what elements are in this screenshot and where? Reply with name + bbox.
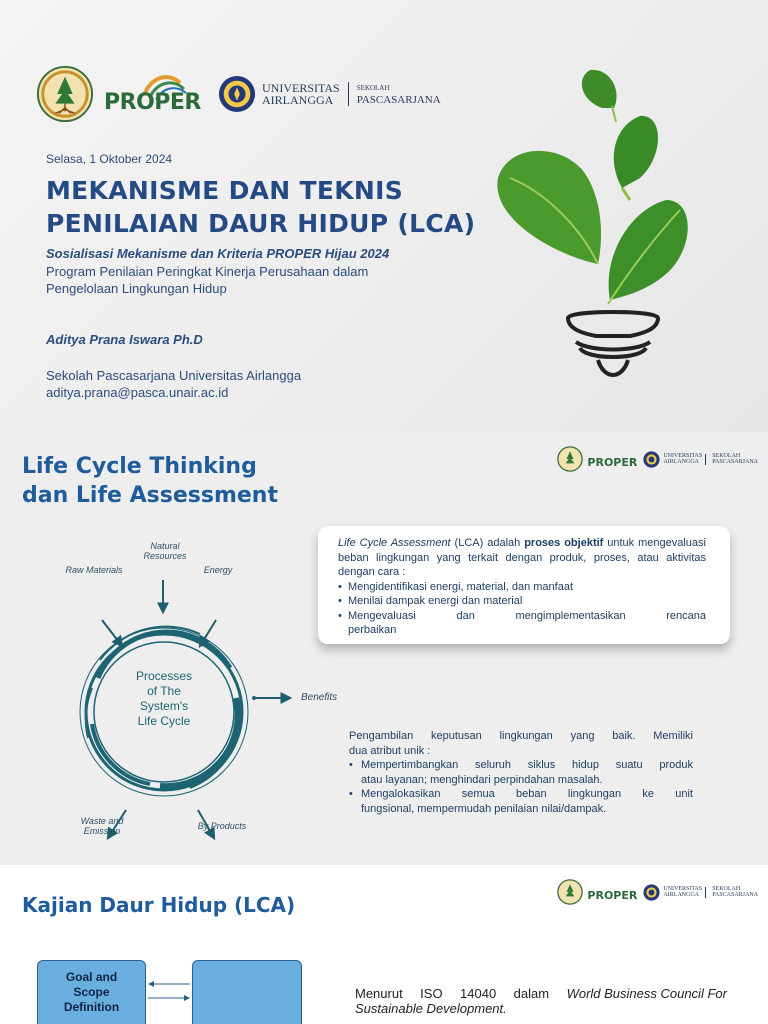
slide-subtitle: Sosialisasi Mekanisme dan Kriteria PROPER Hijau 2024 [46,246,390,261]
author-email: aditya.prana@pasca.unair.ac.id [46,385,229,400]
logo-divider [705,454,706,465]
arrow-right-icon [184,995,190,1001]
leaf-lightbulb-illustration [480,60,720,390]
unair-name [262,82,340,106]
bullet-word: • Mengevaluasi [348,609,416,622]
iso-word: Menurut [355,986,403,1001]
input-arrow [102,620,122,646]
unair-line2: AIRLANGGA [663,892,700,898]
title-slide [0,0,768,432]
heading-line-1: Life Cycle Thinking [22,454,257,479]
inventory-analysis-box [192,960,302,1024]
goal-line-3: Definition [63,1000,120,1014]
sps-line2: PASCASARJANA [712,892,758,898]
lca-term: Life Cycle Assessment [338,537,451,549]
unair-seal-icon [643,884,660,901]
proper-wordmark: PROPER [104,90,201,115]
slide-heading: Kajian Daur Hidup (LCA) [22,893,296,917]
bullet-word: rencana [666,609,706,622]
lca-study-slide [0,865,768,1024]
unair-seal-icon [643,451,660,468]
center-line-2: of The [147,684,181,698]
iso-line-1 [355,986,727,1001]
logo-divider [705,887,706,898]
klhk-logo [36,65,94,123]
lead-bold: proses objektif [524,537,604,549]
program-name [46,263,466,297]
sps-name [357,82,441,106]
center-line-1: Processes [135,669,193,683]
sps-line1: SEKOLAH [712,453,741,459]
leaf-icon [614,116,658,188]
decision-bullet [349,787,693,816]
intro-line-2: dua atribut unik : [349,744,431,757]
author-name: Aditya Prana Iswara Ph.D [46,332,203,347]
sps-line1: SEKOLAH [712,886,741,892]
unair-line1: UNIVERSITAS [663,886,703,892]
bullet-word: dan [456,609,475,622]
card-bullet: • Menilai dampak energi dan material [338,594,706,609]
program-line-1: Program Penilaian Peringkat Kinerja Perusahaan dalam [46,264,369,279]
sps-line2: PASCASARJANA [712,459,758,465]
header-logos [557,446,758,472]
goal-line-1: Goal and [65,970,118,984]
decision-bullets [349,758,693,816]
heading-line-2: dan Life Assessment [22,483,278,508]
title-line-2: PENILAIAN DAUR HIDUP (LCA) [46,209,476,238]
unair-line1: UNIVERSITAS [663,453,703,459]
slide-title [46,174,516,240]
phase-arrows [146,977,192,1005]
iso-organization-end: Sustainable Development. [355,1001,507,1016]
by-products-label: By Products [197,821,247,831]
goal-line-2: Scope [73,985,110,999]
iso-reference-text [355,986,727,1016]
iso-word: dalam [513,986,550,1001]
logo-divider [348,82,349,106]
unair-logo [218,75,441,113]
sps-name [712,453,758,465]
natural-resources-label [138,541,192,561]
goal-scope-box [37,960,146,1024]
card-lead [338,536,706,580]
slide-heading [22,452,278,510]
lca-definition-card [318,526,730,644]
intro-line-1: Pengambilan keputusan lingkungan yang baik. Memiliki [349,730,693,742]
center-line-4: Life Cycle [137,714,191,728]
bullet-line: • Mengalokasikan semua beban lingkungan ke unit [361,788,693,800]
unair-line2: AIRLANGGA [663,459,700,465]
iso-word: 14040 [460,986,497,1001]
sps-name [712,886,758,898]
natural-line-2: Resources [143,551,187,561]
presentation-date: Selasa, 1 Oktober 2024 [46,152,173,166]
klhk-logo [557,879,583,905]
arrow-left-icon [148,981,154,987]
title-line-1: MEKANISME DAN TEKNIS [46,176,404,205]
waste-emission-label [72,816,132,836]
leaf-icon [582,70,617,108]
lct-slide [0,432,768,865]
sps-line2: PASCASARJANA [356,94,441,106]
leaf-icon [497,151,601,264]
center-line-3: System's [139,699,189,713]
unair-line2: AIRLANGGA [262,93,334,107]
unair-name [663,453,702,465]
author-affiliation [46,367,301,401]
bullet-word: mengimplementasikan [515,609,626,622]
energy-label: Energy [203,565,233,575]
decision-bullet [349,758,693,787]
card-bullet: • Mengidentifikasi energi, material, dan manfaat [338,580,706,595]
raw-materials-label: Raw Materials [65,565,123,575]
benefits-label: Benefits [301,692,338,703]
cycle-center-text [114,669,214,729]
bullet-justified-row [348,609,706,624]
waste-line-2: Emission [83,826,121,836]
unair-name [663,886,702,898]
card-bullet [338,609,706,638]
bullet-line: fungsional, mempermudah penilaian nilai/dampak. [361,802,607,815]
iso-organization: World Business Council For [566,986,727,1001]
card-bullets [338,580,706,638]
lead-text-b: untuk mengevaluasi beban lingkungan yang terkait dengan produk, proses, atau aktivitas dengan cara : [338,537,706,578]
affiliation-text: Sekolah Pascasarjana Universitas Airlangga [46,368,302,383]
iso-word: ISO [420,986,443,1001]
program-line-2: Pengelolaan Lingkungan Hidup [46,281,227,296]
lead-text-a: (LCA) adalah [450,537,525,549]
bullet-line: atau layanan; menghindari perpindahan masalah. [361,773,603,786]
bullet-line: • Mempertimbangkan seluruh siklus hidup suatu produk [361,759,693,771]
proper-logo: PROPER [587,455,638,469]
sps-line1: SEKOLAH [356,84,390,92]
unair-line1: UNIVERSITAS [262,81,340,95]
natural-line-1: Natural [150,541,180,551]
logo-row [36,66,441,122]
klhk-logo [557,446,583,472]
bullet-word: perbaikan [348,624,397,636]
decision-making-text [349,729,693,816]
waste-line-1: Waste and [80,816,124,826]
proper-logo [104,73,200,115]
proper-logo: PROPER [587,888,638,902]
header-logos [557,879,758,905]
